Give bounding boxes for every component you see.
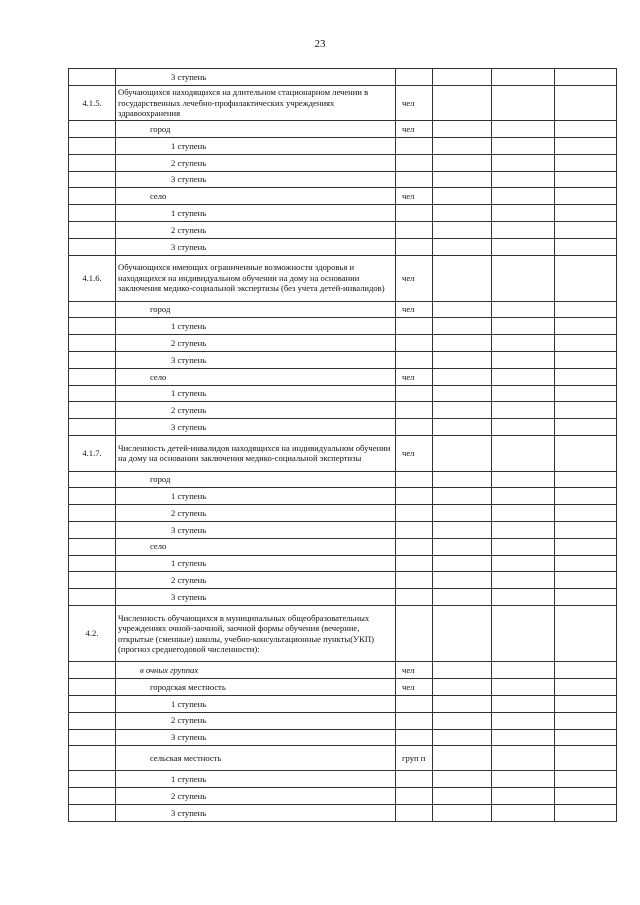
value-cell bbox=[492, 605, 555, 662]
value-cell bbox=[433, 301, 492, 318]
value-cell bbox=[433, 696, 492, 713]
value-cell bbox=[433, 436, 492, 472]
value-cell bbox=[433, 662, 492, 679]
row-number-cell bbox=[69, 385, 116, 402]
value-cell bbox=[555, 352, 617, 369]
indicator-label-cell: 2 ступень bbox=[116, 505, 396, 522]
indicator-label-cell: 1 ступень bbox=[116, 318, 396, 335]
row-number-cell bbox=[69, 746, 116, 771]
row-number-cell: 4.1.5. bbox=[69, 85, 116, 121]
unit-cell: чел bbox=[396, 188, 433, 205]
row-number-cell bbox=[69, 771, 116, 788]
row-number-cell bbox=[69, 154, 116, 171]
table-row bbox=[69, 696, 617, 713]
value-cell bbox=[492, 69, 555, 86]
row-number-cell bbox=[69, 335, 116, 352]
value-cell bbox=[492, 729, 555, 746]
value-cell bbox=[433, 154, 492, 171]
row-number-cell: 4.2. bbox=[69, 605, 116, 662]
table-row bbox=[69, 679, 617, 696]
row-number-cell bbox=[69, 238, 116, 255]
row-number-cell bbox=[69, 419, 116, 436]
table-row bbox=[69, 138, 617, 155]
unit-cell bbox=[396, 538, 433, 555]
value-cell bbox=[555, 771, 617, 788]
table-row bbox=[69, 538, 617, 555]
page-number: 23 bbox=[314, 38, 326, 50]
row-number-cell: 4.1.6. bbox=[69, 255, 116, 301]
value-cell bbox=[433, 402, 492, 419]
value-cell bbox=[433, 521, 492, 538]
value-cell bbox=[433, 679, 492, 696]
table-row bbox=[69, 771, 617, 788]
indicator-table bbox=[68, 68, 617, 822]
table-row bbox=[69, 605, 617, 662]
value-cell bbox=[492, 171, 555, 188]
value-cell bbox=[433, 788, 492, 805]
indicator-label-cell: Обучающихся находящихся на длительном стационарном лечении в государственных лечебно-профилактических учреждениях здравоохранения bbox=[116, 85, 396, 121]
value-cell bbox=[555, 385, 617, 402]
row-number-cell bbox=[69, 222, 116, 239]
value-cell bbox=[433, 85, 492, 121]
unit-cell bbox=[396, 805, 433, 822]
indicator-label-cell: сельская местность bbox=[116, 746, 396, 771]
value-cell bbox=[492, 318, 555, 335]
value-cell bbox=[555, 318, 617, 335]
value-cell bbox=[555, 138, 617, 155]
table-row bbox=[69, 154, 617, 171]
indicator-label-cell: 1 ступень bbox=[116, 488, 396, 505]
value-cell bbox=[555, 205, 617, 222]
unit-cell bbox=[396, 712, 433, 729]
value-cell bbox=[492, 154, 555, 171]
value-cell bbox=[492, 505, 555, 522]
indicator-label-cell: 2 ступень bbox=[116, 402, 396, 419]
indicator-label-cell: 3 ступень bbox=[116, 729, 396, 746]
value-cell bbox=[433, 121, 492, 138]
row-number-cell bbox=[69, 69, 116, 86]
indicator-label-cell: 3 ступень bbox=[116, 69, 396, 86]
row-number-cell bbox=[69, 555, 116, 572]
unit-cell bbox=[396, 419, 433, 436]
indicator-label-cell: 1 ступень bbox=[116, 555, 396, 572]
value-cell bbox=[555, 301, 617, 318]
unit-cell bbox=[396, 205, 433, 222]
unit-cell bbox=[396, 222, 433, 239]
value-cell bbox=[433, 69, 492, 86]
value-cell bbox=[555, 436, 617, 472]
indicator-label-cell: 1 ступень bbox=[116, 771, 396, 788]
value-cell bbox=[433, 605, 492, 662]
table-row bbox=[69, 352, 617, 369]
value-cell bbox=[433, 318, 492, 335]
row-number-cell bbox=[69, 121, 116, 138]
value-cell bbox=[433, 385, 492, 402]
value-cell bbox=[492, 662, 555, 679]
unit-cell bbox=[396, 605, 433, 662]
value-cell bbox=[492, 712, 555, 729]
row-number-cell bbox=[69, 788, 116, 805]
value-cell bbox=[492, 222, 555, 239]
row-number-cell: 4.1.7. bbox=[69, 436, 116, 472]
value-cell bbox=[433, 712, 492, 729]
value-cell bbox=[555, 538, 617, 555]
value-cell bbox=[492, 402, 555, 419]
value-cell bbox=[555, 679, 617, 696]
row-number-cell bbox=[69, 696, 116, 713]
value-cell bbox=[492, 679, 555, 696]
table-row bbox=[69, 368, 617, 385]
value-cell bbox=[433, 572, 492, 589]
unit-cell bbox=[396, 352, 433, 369]
unit-cell bbox=[396, 138, 433, 155]
value-cell bbox=[555, 255, 617, 301]
value-cell bbox=[555, 729, 617, 746]
unit-cell bbox=[396, 154, 433, 171]
table-row bbox=[69, 805, 617, 822]
value-cell bbox=[492, 538, 555, 555]
indicator-label-cell: 3 ступень bbox=[116, 352, 396, 369]
table-row bbox=[69, 471, 617, 488]
value-cell bbox=[555, 471, 617, 488]
table-row bbox=[69, 488, 617, 505]
value-cell bbox=[555, 488, 617, 505]
row-number-cell bbox=[69, 138, 116, 155]
unit-cell: груп п bbox=[396, 746, 433, 771]
table-row bbox=[69, 788, 617, 805]
table-row bbox=[69, 171, 617, 188]
indicator-label-cell: 2 ступень bbox=[116, 712, 396, 729]
table-row bbox=[69, 521, 617, 538]
value-cell bbox=[555, 555, 617, 572]
unit-cell bbox=[396, 729, 433, 746]
indicator-label-cell: 3 ступень bbox=[116, 805, 396, 822]
row-number-cell bbox=[69, 662, 116, 679]
indicator-label-cell: 2 ступень bbox=[116, 154, 396, 171]
value-cell bbox=[492, 301, 555, 318]
value-cell bbox=[433, 488, 492, 505]
row-number-cell bbox=[69, 402, 116, 419]
table-row bbox=[69, 335, 617, 352]
unit-cell: чел bbox=[396, 679, 433, 696]
unit-cell bbox=[396, 171, 433, 188]
value-cell bbox=[492, 335, 555, 352]
value-cell bbox=[433, 771, 492, 788]
value-cell bbox=[433, 729, 492, 746]
unit-cell: чел bbox=[396, 662, 433, 679]
value-cell bbox=[492, 419, 555, 436]
unit-cell: чел bbox=[396, 368, 433, 385]
row-number-cell bbox=[69, 301, 116, 318]
unit-cell bbox=[396, 589, 433, 606]
row-number-cell bbox=[69, 589, 116, 606]
value-cell bbox=[492, 138, 555, 155]
value-cell bbox=[492, 352, 555, 369]
row-number-cell bbox=[69, 171, 116, 188]
table-row bbox=[69, 572, 617, 589]
value-cell bbox=[492, 238, 555, 255]
unit-cell bbox=[396, 572, 433, 589]
unit-cell: чел bbox=[396, 436, 433, 472]
table-row bbox=[69, 589, 617, 606]
table-row bbox=[69, 729, 617, 746]
indicator-label-cell: Обучающихся имеющих ограниченные возможности здоровья и находящихся на индивидуальном обучении на дому на основании заключения медико-социальной экспертизы (без учета детей-инвалидов) bbox=[116, 255, 396, 301]
indicator-label-cell: 3 ступень bbox=[116, 238, 396, 255]
unit-cell bbox=[396, 788, 433, 805]
row-number-cell bbox=[69, 572, 116, 589]
value-cell bbox=[555, 171, 617, 188]
value-cell bbox=[433, 171, 492, 188]
value-cell bbox=[555, 69, 617, 86]
value-cell bbox=[492, 696, 555, 713]
value-cell bbox=[555, 368, 617, 385]
value-cell bbox=[433, 419, 492, 436]
value-cell bbox=[492, 368, 555, 385]
indicator-label-cell: 3 ступень bbox=[116, 419, 396, 436]
unit-cell bbox=[396, 555, 433, 572]
value-cell bbox=[555, 505, 617, 522]
table-row bbox=[69, 385, 617, 402]
row-number-cell bbox=[69, 205, 116, 222]
indicator-label-cell: Численность детей-инвалидов находящихся на индивидуальном обучении на дому на основании заключения медико-социальной экспертизы bbox=[116, 436, 396, 472]
row-number-cell bbox=[69, 505, 116, 522]
value-cell bbox=[492, 385, 555, 402]
value-cell bbox=[433, 538, 492, 555]
row-number-cell bbox=[69, 188, 116, 205]
value-cell bbox=[555, 696, 617, 713]
indicator-label-cell: 2 ступень bbox=[116, 572, 396, 589]
value-cell bbox=[555, 572, 617, 589]
table-row bbox=[69, 205, 617, 222]
value-cell bbox=[492, 788, 555, 805]
unit-cell: чел bbox=[396, 121, 433, 138]
indicator-label-cell: город bbox=[116, 121, 396, 138]
value-cell bbox=[433, 352, 492, 369]
row-number-cell bbox=[69, 352, 116, 369]
indicator-label-cell: 2 ступень bbox=[116, 335, 396, 352]
unit-cell: чел bbox=[396, 301, 433, 318]
value-cell bbox=[492, 488, 555, 505]
value-cell bbox=[433, 471, 492, 488]
value-cell bbox=[492, 436, 555, 472]
value-cell bbox=[433, 138, 492, 155]
value-cell bbox=[492, 85, 555, 121]
table-row bbox=[69, 69, 617, 86]
unit-cell bbox=[396, 488, 433, 505]
table-row bbox=[69, 188, 617, 205]
value-cell bbox=[492, 771, 555, 788]
indicator-label-cell: 1 ступень bbox=[116, 138, 396, 155]
value-cell bbox=[555, 85, 617, 121]
unit-cell bbox=[396, 238, 433, 255]
unit-cell bbox=[396, 471, 433, 488]
value-cell bbox=[555, 605, 617, 662]
value-cell bbox=[492, 555, 555, 572]
value-cell bbox=[555, 402, 617, 419]
value-cell bbox=[492, 255, 555, 301]
table-row bbox=[69, 436, 617, 472]
value-cell bbox=[555, 746, 617, 771]
table-row bbox=[69, 238, 617, 255]
value-cell bbox=[433, 255, 492, 301]
indicator-label-cell: 1 ступень bbox=[116, 696, 396, 713]
row-number-cell bbox=[69, 712, 116, 729]
table-row bbox=[69, 402, 617, 419]
value-cell bbox=[492, 805, 555, 822]
unit-cell bbox=[396, 505, 433, 522]
unit-cell bbox=[396, 771, 433, 788]
value-cell bbox=[492, 572, 555, 589]
indicator-label-cell: в очных группах bbox=[116, 662, 396, 679]
unit-cell bbox=[396, 318, 433, 335]
value-cell bbox=[492, 521, 555, 538]
value-cell bbox=[555, 712, 617, 729]
indicator-label-cell: 2 ступень bbox=[116, 222, 396, 239]
indicator-label-cell: село bbox=[116, 188, 396, 205]
indicator-label-cell: 3 ступень bbox=[116, 171, 396, 188]
value-cell bbox=[492, 188, 555, 205]
table-row bbox=[69, 222, 617, 239]
table-row bbox=[69, 505, 617, 522]
indicator-label-cell: село bbox=[116, 368, 396, 385]
row-number-cell bbox=[69, 521, 116, 538]
table-row bbox=[69, 85, 617, 121]
indicator-label-cell: город bbox=[116, 471, 396, 488]
value-cell bbox=[492, 471, 555, 488]
value-cell bbox=[555, 662, 617, 679]
value-cell bbox=[555, 222, 617, 239]
value-cell bbox=[433, 368, 492, 385]
value-cell bbox=[555, 788, 617, 805]
value-cell bbox=[433, 555, 492, 572]
value-cell bbox=[492, 121, 555, 138]
table-row bbox=[69, 746, 617, 771]
value-cell bbox=[433, 222, 492, 239]
unit-cell bbox=[396, 69, 433, 86]
table-row bbox=[69, 712, 617, 729]
row-number-cell bbox=[69, 538, 116, 555]
value-cell bbox=[555, 589, 617, 606]
unit-cell bbox=[396, 521, 433, 538]
indicator-label-cell: 1 ступень bbox=[116, 205, 396, 222]
unit-cell bbox=[396, 402, 433, 419]
table-row bbox=[69, 419, 617, 436]
indicator-label-cell: городская местность bbox=[116, 679, 396, 696]
value-cell bbox=[433, 589, 492, 606]
row-number-cell bbox=[69, 729, 116, 746]
value-cell bbox=[433, 205, 492, 222]
indicator-label-cell: 1 ступень bbox=[116, 385, 396, 402]
table-row bbox=[69, 555, 617, 572]
table-row bbox=[69, 121, 617, 138]
table-row bbox=[69, 255, 617, 301]
value-cell bbox=[433, 805, 492, 822]
value-cell bbox=[433, 746, 492, 771]
row-number-cell bbox=[69, 471, 116, 488]
value-cell bbox=[555, 521, 617, 538]
value-cell bbox=[433, 335, 492, 352]
value-cell bbox=[555, 188, 617, 205]
row-number-cell bbox=[69, 488, 116, 505]
value-cell bbox=[433, 188, 492, 205]
unit-cell bbox=[396, 696, 433, 713]
value-cell bbox=[555, 121, 617, 138]
row-number-cell bbox=[69, 805, 116, 822]
indicator-label-cell: 3 ступень bbox=[116, 521, 396, 538]
value-cell bbox=[492, 589, 555, 606]
unit-cell: чел bbox=[396, 85, 433, 121]
value-cell bbox=[555, 335, 617, 352]
value-cell bbox=[555, 805, 617, 822]
value-cell bbox=[433, 238, 492, 255]
indicator-label-cell: город bbox=[116, 301, 396, 318]
value-cell bbox=[555, 419, 617, 436]
unit-cell bbox=[396, 335, 433, 352]
row-number-cell bbox=[69, 368, 116, 385]
indicator-label-cell: село bbox=[116, 538, 396, 555]
table-row bbox=[69, 318, 617, 335]
unit-cell: чел bbox=[396, 255, 433, 301]
value-cell bbox=[555, 154, 617, 171]
table-row bbox=[69, 301, 617, 318]
table-row bbox=[69, 662, 617, 679]
indicator-label-cell: Численность обучающихся в муниципальных общеобразовательных учреждениях очной-заочной, заочной формы обучения (вечерние, открытые (сменные) школы, учебно-консультационные пункты(УКП) (прогноз среднегодовой численности): bbox=[116, 605, 396, 662]
row-number-cell bbox=[69, 318, 116, 335]
row-number-cell bbox=[69, 679, 116, 696]
unit-cell bbox=[396, 385, 433, 402]
value-cell bbox=[433, 505, 492, 522]
indicator-label-cell: 2 ступень bbox=[116, 788, 396, 805]
value-cell bbox=[555, 238, 617, 255]
value-cell bbox=[492, 205, 555, 222]
value-cell bbox=[492, 746, 555, 771]
indicator-label-cell: 3 ступень bbox=[116, 589, 396, 606]
